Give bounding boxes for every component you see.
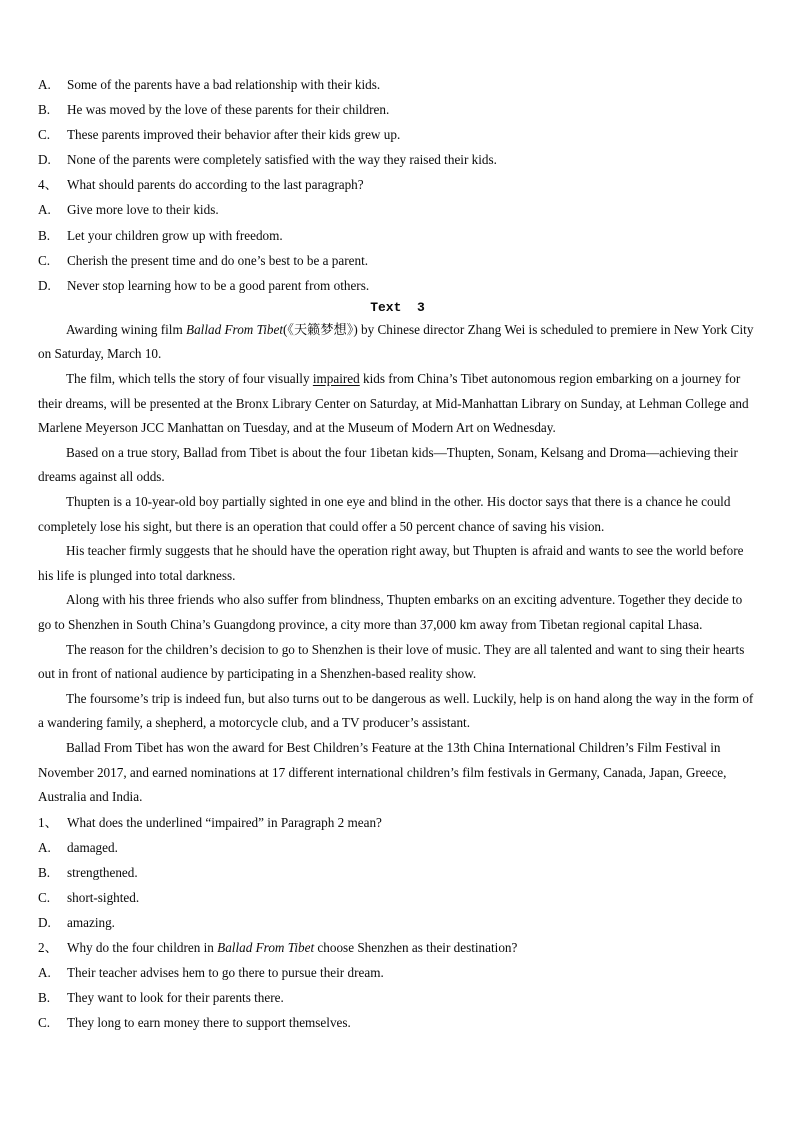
option-row xyxy=(38,860,757,885)
option-text: Cherish the present time and do one’s best to be a parent. xyxy=(67,252,369,268)
option-row xyxy=(38,248,757,273)
option-label: D. xyxy=(38,277,51,293)
option-row xyxy=(38,835,757,860)
option-label: A. xyxy=(38,202,51,218)
option-label: C. xyxy=(38,127,51,143)
option-row xyxy=(38,885,757,910)
passage-paragraph-1 xyxy=(38,318,757,367)
question-text: What does the underlined “impaired” in Paragraph 2 mean? xyxy=(67,814,382,830)
option-row xyxy=(38,960,757,985)
passage-paragraph-8: The foursome’s trip is indeed fun, but also turns out to be dangerous as well. Luckily, help is on hand along the way in the form of a wandering family, a shepherd, a motorcycle club, and a TV producer’s assistant. xyxy=(38,690,754,731)
question-text: choose Shenzhen as their destination? xyxy=(314,940,518,956)
film-title-italic: Ballad From Tibet xyxy=(186,321,283,337)
option-text: Some of the parents have a bad relationship with their kids. xyxy=(67,77,381,92)
option-text: They long to earn money there to support themselves. xyxy=(67,1015,351,1031)
question-2-row xyxy=(38,935,757,960)
passage-paragraph-2 xyxy=(38,367,757,441)
option-text: damaged. xyxy=(67,839,118,855)
question-number: 2、 xyxy=(38,940,58,956)
option-text: He was moved by the love of these parents for their children. xyxy=(67,102,390,118)
option-row xyxy=(38,910,757,935)
passage-paragraph-5: His teacher firmly suggests that he should have the operation right away, but Thupten is afraid and wants to see the world before his life is plunged into total darkness. xyxy=(38,543,744,583)
passage-paragraph-6: Along with his three friends who also suffer from blindness, Thupten embarks on an exciting adventure. Together they decide to go to Shenzhen in South China’s Guangdong province, a city more than 37,000 km away from Tibetan regional capital Lhasa. xyxy=(38,592,743,632)
question-number: 4、 xyxy=(38,177,58,193)
option-row xyxy=(38,273,757,298)
option-row xyxy=(38,72,757,97)
option-text: Their teacher advises hem to go there to pursue their dream. xyxy=(67,965,384,981)
option-label: C. xyxy=(38,1015,51,1031)
paragraph-text: (《天籁梦想》) by Chinese director Zhang Wei is scheduled to premiere in New York City on Saturday, March 10. xyxy=(38,321,754,362)
underlined-word: impaired xyxy=(312,371,360,387)
film-title-italic: Ballad From Tibet xyxy=(217,940,315,956)
question-4-row xyxy=(38,172,757,197)
option-text: They want to look for their parents there. xyxy=(67,990,284,1006)
option-row xyxy=(38,197,757,222)
option-text: short-sighted. xyxy=(67,890,140,905)
paragraph-text: Awarding wining film xyxy=(66,321,187,337)
passage-paragraph-3: Based on a true story, Ballad from Tibet is about the four 1ibetan kids—Thupten, Sonam, Kelsang and Droma—achieving their dreams against all odds. xyxy=(38,444,738,485)
option-label: C. xyxy=(38,890,51,905)
option-text: Give more love to their kids. xyxy=(67,202,219,218)
option-row xyxy=(38,122,757,147)
text3-heading: Text 3 xyxy=(370,299,425,315)
option-text: Never stop learning how to be a good parent from others. xyxy=(67,277,370,293)
question-text: Why do the four children in xyxy=(67,940,218,956)
option-label: A. xyxy=(38,839,51,855)
passage-paragraph-7: The reason for the children’s decision to go to Shenzhen is their love of music. They are all talented and want to sing their hearts out in front of national audience by participating in a Shenzhen-based reality show. xyxy=(38,641,745,682)
option-text: Let your children grow up with freedom. xyxy=(67,227,283,243)
question-number: 1、 xyxy=(38,814,58,830)
passage-paragraph-4: Thupten is a 10-year-old boy partially sighted in one eye and blind in the other. His doctor says that there is a chance he could completely lose his sight, but there is an operation that could offer a 50 percent chance of saving his vision. xyxy=(38,494,731,534)
option-label: D. xyxy=(38,152,51,168)
option-label: D. xyxy=(38,915,51,931)
option-label: B. xyxy=(38,864,51,880)
option-label: B. xyxy=(38,102,51,118)
option-row xyxy=(38,1010,757,1035)
question-1-row xyxy=(38,810,757,835)
option-row xyxy=(38,223,757,248)
option-label: B. xyxy=(38,227,51,243)
option-text: None of the parents were completely satisfied with the way they raised their kids. xyxy=(67,152,497,168)
option-row xyxy=(38,985,757,1010)
option-row xyxy=(38,147,757,172)
option-text: amazing. xyxy=(67,915,115,931)
option-label: A. xyxy=(38,77,51,92)
option-label: A. xyxy=(38,965,51,981)
question-text: What should parents do according to the last paragraph? xyxy=(67,177,364,193)
option-text: strengthened. xyxy=(67,864,138,880)
paragraph-text: The film, which tells the story of four visually xyxy=(66,371,313,387)
passage-paragraph-9: Ballad From Tibet has won the award for Best Children’s Feature at the 13th China International Children’s Film Festival in November 2017, and earned nominations at 17 different international children’s film festivals in Germany, Canada, Japan, Greece, Australia and India. xyxy=(38,739,727,805)
option-row xyxy=(38,97,757,122)
option-label: C. xyxy=(38,252,51,268)
option-text: These parents improved their behavior after their kids grew up. xyxy=(67,127,401,143)
paragraph-text: kids from China’s Tibet autonomous region embarking on a journey for their dreams, will be presented at the Bronx Library Center on Saturday, at Mid-Manhattan Library on Sunday, at Lehman College and Marlene Meyerson JCC Manhattan on Tuesday, and at the Museum of Modern Art on Wednesday. xyxy=(38,371,749,436)
option-label: B. xyxy=(38,990,51,1006)
